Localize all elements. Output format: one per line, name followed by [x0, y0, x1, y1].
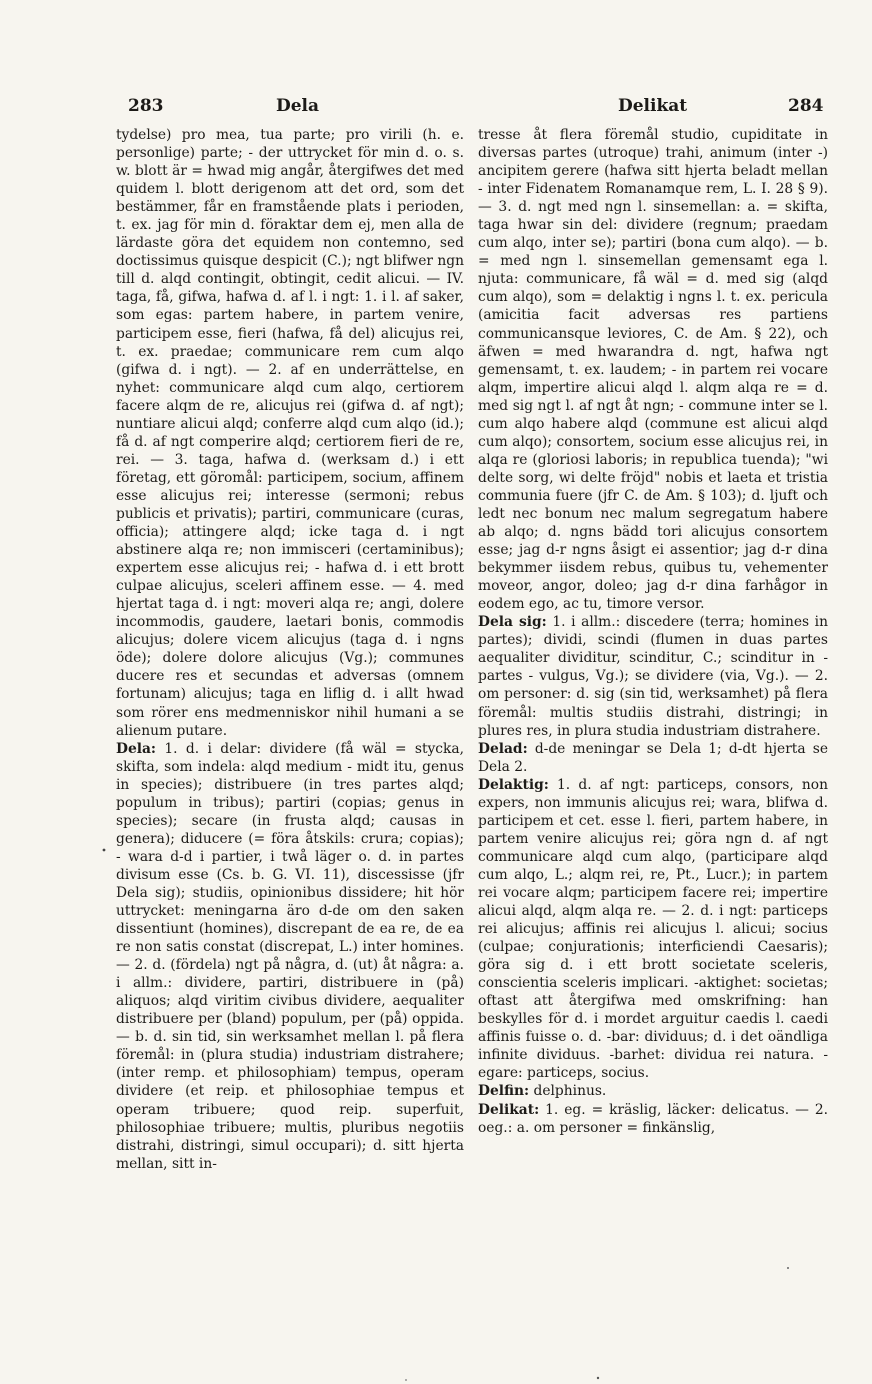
headword: Delaktig:	[478, 776, 549, 793]
headword: Delikat:	[478, 1101, 540, 1118]
left-column	[116, 126, 464, 1256]
entry-continuation: tydelse) pro mea, tua parte; pro virili (h. e. personlige) parte; - der uttrycket för min d. o. s. w. blott är = hwad mig angår, återgifwes det med quidem l. blott derigenom att det ord, som det bestämmer, får en framstående plats i perioden, t. ex. jag för min d. föraktar dem ej, men alla de lärdaste göra det equidem non contemno, sed doctissimus quisque despicit (C.); ngt blifwer ngn till d. alqd contingit, obtingit, cedit alicui. — IV. taga, få, gifwa, hafwa d. af l. i ngt: 1. i l. af saker, som egas: partem habere, in partem venire, participem esse, fieri (hafwa, få del) alicujus rei, t. ex. praedae; communicare rem cum alqo (gifwa d. i ngt). — 2. af en underrättelse, en nyhet: communicare alqd cum alqo, certiorem facere alqm de re, alicujus rei (gifwa d. af ngt); nuntiare alicui alqd; conferre alqd cum alqo (id.); få d. af ngt comperire alqd; certiorem fieri de re, rei. — 3. taga, hafwa d. (werksam d.) i ett företag, ett göromål: participem, socium, affinem esse alicujus rei; interesse (sermoni; rebus publicis et privatis); partiri, communicare (curas, officia); attingere alqd; icke taga d. i ngt abstinere alqa re; non immisceri (certaminibus); expertem esse alicujus rei; - hafwa d. i ett brott culpae alicujus, sceleri affinem esse. — 4. med hjertat taga d. i ngt: moveri alqa re; angi, dolere incommodis, gaudere, laetari bonis, commodis alicujus; dolere vicem alicujus (taga d. i ngns öde); dolere dolore alicujus (Vg.); communes ducere res et secundas et adversas (omnem fortunam) alicujus; taga en liflig d. i allt hwad som rörer ens medmenniskor nihil humani a se alienum putare.	[116, 127, 464, 739]
entry-continuation: tresse åt flera föremål studio, cupiditate in diversas partes (utroque) trahi, animum (inter -) ancipitem gerere (hafwa sitt hjerta beladt mellan - inter Fidenatem Romanamque rem, L. I. 28 § 9). — 3. d. ngt med ngn l. sinsemellan: a. = skifta, taga hwar sin del: dividere (regnum; praedam cum alqo, inter se); partiri (bona cum alqo). — b. = med ngn l. sinsemellan gemensamt ega l. njuta: communicare, få wäl = d. med sig (alqd cum alqo), som = delaktig i ngns l. t. ex. pericula (amicitia facit adversas res partiens communicansque leviores, C. de Am. § 22), och äfwen = med hwarandra d. ngt, hafwa ngt gemensamt, t. ex. laudem; - in partem rei vocare alqm, impertire alicui alqd l. alqm alqa re = d. med sig ngt l. af ngt åt ngn; - commune inter se l. cum alqo habere alqd (commune est alicui alqd cum alqo); consortem, socium esse alicujus rei, in alqa re (gloriosi laboris; in republica tuenda); "wi delte sorg, wi delte fröjd" nobis et laeta et tristia communia fuere (jfr C. de Am. § 103); d. ljuft och ledt nec bonum nec malum segregatum habere ab alqo; d. ngns bädd tori alicujus consortem esse; jag d-r ngns åsigt ei assentior; jag d-r dina bekymmer iisdem rebus, quibus tu, vehementer moveor, angor, doleo; jag d-r dina farhågor in eodem ego, ac tu, timore versor.	[478, 127, 828, 613]
left-running-head: Dela	[276, 96, 320, 116]
entry-delfin: Delfin: delphinus.	[478, 1083, 607, 1100]
speck	[787, 1267, 789, 1269]
entry-delikat: Delikat: 1. eg. = kräslig, läcker: delicatus. — 2. oeg.: a. om personer = finkänslig,	[478, 1101, 828, 1136]
entry-delad: Delad: d-de meningar se Dela 1; d-dt hjerta se Dela 2.	[478, 740, 828, 775]
left-page-number: 283	[128, 96, 164, 116]
speck	[405, 1379, 407, 1381]
speck	[103, 849, 106, 852]
page-header	[0, 96, 872, 122]
entry-dela-sig: Dela sig: 1. i allm.: discedere (terra; homines in partes); dividi, scindi (flumen in duas partes aequaliter dividitur, scinditur, C.; scinditur in - partes - vulgus, Vg.); se dividere (via, Vg.). — 2. om personer: d. sig (sin tid, werksamhet) på flera föremål: multis studiis distrahi, distringi; in plures res, in plura studia industriam distrahere.	[478, 614, 828, 739]
entry-dela: Dela: 1. d. i delar: dividere (få wäl = stycka, skifta, som indela: alqd medium - midt itu, genus in species); distribuere (in tres partes alqd; populum in tribus); partiri (copias; genus in species); secare (in frusta alqd; causas in genera); diducere (= föra åtskils: crura; copias); - wara d-d i partier, i twå läger o. d. in partes divisum esse (Cs. b. G. VI. 11), discessisse (jfr Dela sig); studiis, opinionibus dissidere; hit hör uttrycket: meningarna äro d-de om den saken dissentiunt (homines), discrepant de ea re, de ea re non satis constat (discrepat, L.) inter homines. — 2. d. (fördela) ngt på några, d. (ut) åt några: a. i allm.: dividere, partiri, distribuere in (på) aliquos; alqd viritim civibus dividere, aequaliter distribuere per (bland) populum, per (på) oppida. — b. d. sin tid, sin werksamhet mellan l. på flera föremål: in (plura studia) industriam distrahere; (inter remp. et philosophiam) tempus, operam dividere (et reip. et philosophiae tempus et operam tribuere; quod reip. superfuit, philosophiae tribuere; multis, pluribus negotiis distrahi, distringi, simul occupari); d. sitt hjerta mellan, sitt in-	[116, 740, 464, 1172]
headword: Dela:	[116, 740, 157, 757]
right-page-number: 284	[788, 96, 824, 116]
right-column	[478, 126, 828, 1256]
headword: Delad:	[478, 740, 528, 757]
headword: Delfin:	[478, 1083, 530, 1100]
speck	[597, 1377, 599, 1379]
entry-delaktig: Delaktig: 1. d. af ngt: particeps, consors, non expers, non immunis alicujus rei; wara, blifwa d. participem et cet. esse l. fieri, partem habere, in partem venire alicujus rei; göra ngn d. af ngt communicare alqd cum alqo, (participare alqd cum alqo, L.; alqm rei, re, Pt., Lucr.); in partem rei vocare alqm; participem facere rei; impertire alicui alqd, alqm alqa re. — 2. d. i ngt: particeps rei alicujus; affinis rei alicujus l. alicui; socius (culpae; conjurationis; interficiendi Caesaris); göra sig d. i ett brott societate sceleris, conscientia sceleris implicari. -aktighet: societas; oftast att återgifwa med omskrifning: han beskylles för d. i mordet arguitur caedis l. caedi affinis fuisse o. d. -bar: dividuus; d. i det oändliga infinite dividuus. -barhet: dividua rei natura. -egare: particeps, socius.	[478, 776, 828, 1082]
right-running-head: Delikat	[618, 96, 688, 116]
headword: Dela sig:	[478, 614, 547, 631]
